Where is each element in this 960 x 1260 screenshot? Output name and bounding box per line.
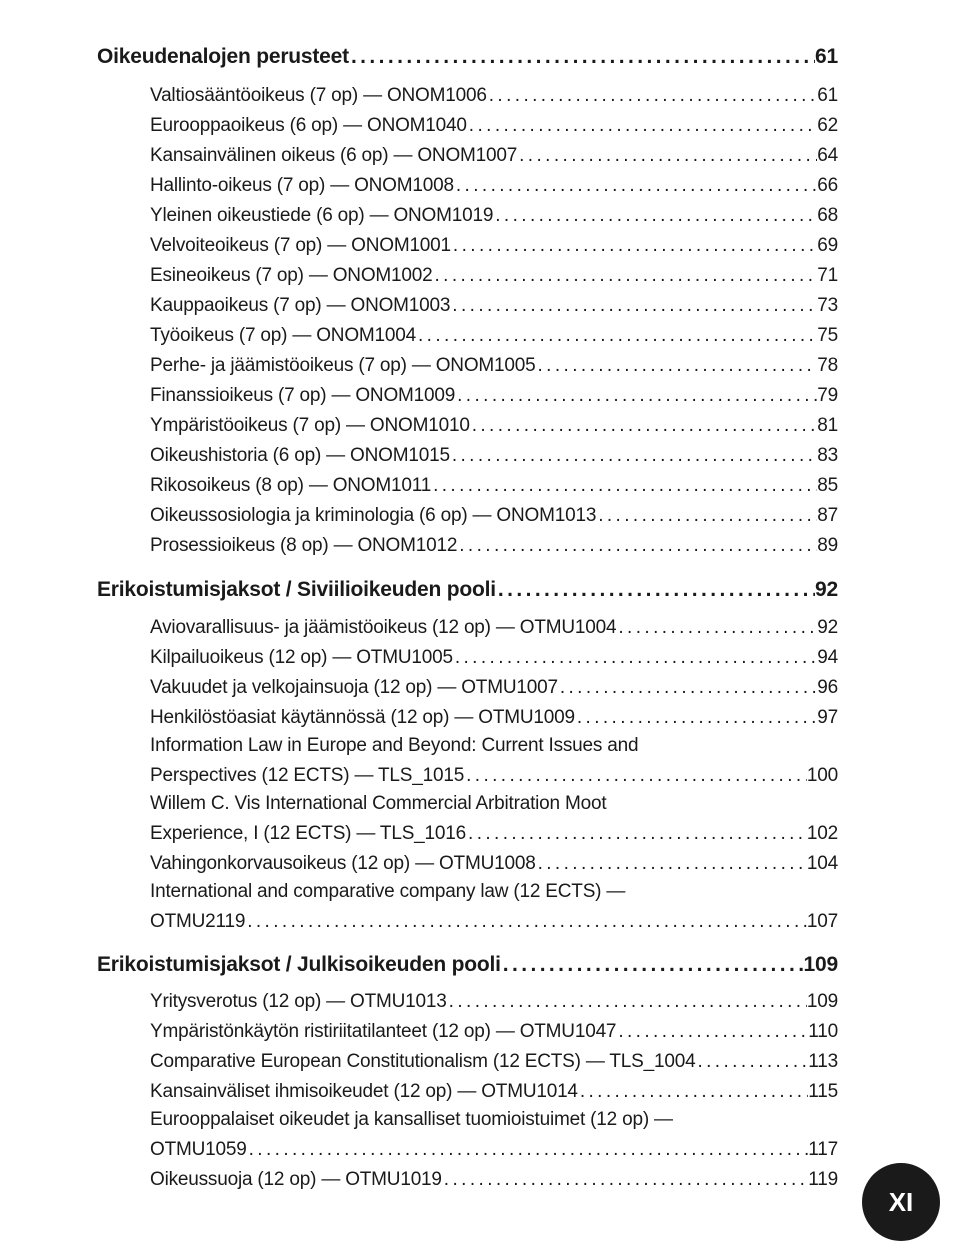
entry-page-number: 102: [806, 823, 838, 844]
entry-page-number: 100: [806, 765, 838, 786]
entry-title-line1: Willem C. Vis International Commercial Arbitration Moot: [150, 793, 607, 814]
entry-page-number: 64: [817, 145, 838, 166]
entry-page-number: 87: [817, 505, 838, 526]
entry-title: Rikosoikeus (8 op) — ONOM1011: [150, 475, 432, 496]
dot-leader: [431, 475, 817, 497]
entry-title: OTMU1059: [150, 1139, 247, 1160]
entry-page-number: 61: [817, 85, 838, 106]
toc-entry: [150, 1051, 838, 1073]
entry-page-number: 104: [806, 853, 838, 874]
entry-page-number: 71: [817, 265, 838, 286]
entry-title: Esineoikeus (7 op) — ONOM1002: [150, 265, 433, 286]
entry-title: Ympäristöoikeus (7 op) — ONOM1010: [150, 415, 470, 436]
entry-title: Perspectives (12 ECTS) — TLS_1015: [150, 765, 465, 786]
toc-entry: [150, 853, 838, 875]
toc-entry: [150, 235, 838, 257]
entry-title: Comparative European Constitutionalism (12 ECTS) — TLS_1004: [150, 1051, 696, 1072]
dot-leader: [695, 1051, 808, 1073]
entry-title: Henkilöstöasiat käytännössä (12 op) — OTMU1009: [150, 707, 575, 728]
dot-leader: [433, 265, 818, 287]
entry-title-line1: Eurooppalaiset oikeudet ja kansalliset tuomioistuimet (12 op) —: [150, 1109, 673, 1130]
entry-title: Yritysverotus (12 op) — OTMU1013: [150, 991, 447, 1012]
dot-leader: [536, 853, 807, 875]
entry-page-number: 92: [817, 617, 838, 638]
toc-entry: [150, 175, 838, 197]
entry-page-number: 109: [806, 991, 838, 1012]
dot-leader: [457, 535, 817, 557]
section-page-number: 109: [803, 953, 838, 976]
dot-leader: [470, 415, 818, 437]
dot-leader: [453, 647, 817, 669]
entry-title: Vahingonkorvausoikeus (12 op) — OTMU1008: [150, 853, 536, 874]
entry-title: Kauppaoikeus (7 op) — ONOM1003: [150, 295, 451, 316]
dot-leader: [455, 385, 817, 407]
entry-page-number: 97: [817, 707, 838, 728]
entry-page-number: 110: [808, 1021, 838, 1042]
section-title: Erikoistumisjaksot / Julkisoikeuden pooli: [97, 953, 501, 976]
toc-entry: [150, 707, 838, 729]
entry-page-number: 79: [817, 385, 838, 406]
section-title: Oikeudenalojen perusteet: [97, 45, 349, 68]
entry-title: Kansainväliset ihmisoikeudet (12 op) — OTMU1014: [150, 1081, 578, 1102]
entry-page-number: 113: [808, 1051, 838, 1072]
entry-title: Eurooppaoikeus (6 op) — ONOM1040: [150, 115, 467, 136]
dot-leader: [245, 911, 807, 933]
dot-leader: [496, 578, 815, 602]
toc-entry: [150, 265, 838, 287]
dot-leader: [616, 1021, 808, 1043]
toc-entry: [150, 205, 838, 227]
dot-leader: [578, 1081, 808, 1103]
toc-entry: [150, 911, 838, 933]
dot-leader: [616, 617, 817, 639]
entry-page-number: 85: [817, 475, 838, 496]
toc-entry: [150, 325, 838, 347]
dot-leader: [416, 325, 817, 347]
toc-entry: [150, 505, 838, 527]
entry-title: Hallinto-oikeus (7 op) — ONOM1008: [150, 175, 454, 196]
entry-page-number: 89: [817, 535, 838, 556]
dot-leader: [464, 765, 807, 787]
toc-entry: [150, 991, 838, 1013]
entry-page-number: 78: [817, 355, 838, 376]
section-title: Erikoistumisjaksot / Siviilioikeuden pooli: [97, 578, 496, 601]
toc-entry: [150, 647, 838, 669]
entry-title: Perhe- ja jäämistöoikeus (7 op) — ONOM1005: [150, 355, 536, 376]
entry-page-number: 62: [817, 115, 838, 136]
section-page-number: 92: [815, 578, 838, 601]
entry-page-number: 83: [817, 445, 838, 466]
entry-title: Kansainvälinen oikeus (6 op) — ONOM1007: [150, 145, 518, 166]
entry-title: Prosessioikeus (8 op) — ONOM1012: [150, 535, 458, 556]
dot-leader: [247, 1139, 809, 1161]
dot-leader: [558, 677, 817, 699]
entry-page-number: 73: [817, 295, 838, 316]
dot-leader: [536, 355, 818, 377]
toc-entry: [150, 1139, 838, 1161]
entry-page-number: 75: [817, 325, 838, 346]
entry-title: Oikeussosiologia ja kriminologia (6 op) — ONOM1013: [150, 505, 597, 526]
toc-entry: [150, 115, 838, 137]
entry-title: Valtiosääntöoikeus (7 op) — ONOM1006: [150, 85, 487, 106]
dot-leader: [517, 145, 817, 167]
dot-leader: [575, 707, 817, 729]
dot-leader: [493, 205, 817, 227]
page-number-badge: XI: [862, 1163, 940, 1241]
toc-entry: [150, 823, 838, 845]
entry-title: Oikeussuoja (12 op) — OTMU1019: [150, 1169, 442, 1190]
entry-title-line1: Information Law in Europe and Beyond: Current Issues and: [150, 735, 639, 756]
dot-leader: [451, 235, 817, 257]
entry-title: Yleinen oikeustiede (6 op) — ONOM1019: [150, 205, 494, 226]
toc-entry: [150, 535, 838, 557]
toc-entry: [150, 145, 838, 167]
toc-entry: [150, 617, 838, 639]
toc-entry: [150, 385, 838, 407]
entry-title-line1: International and comparative company law (12 ECTS) —: [150, 881, 626, 902]
entry-title: Ympäristönkäytön ristiriitatilanteet (12 op) — OTMU1047: [150, 1021, 617, 1042]
entry-page-number: 94: [817, 647, 838, 668]
dot-leader: [596, 505, 817, 527]
toc-section-heading: [97, 953, 838, 977]
entry-page-number: 119: [808, 1169, 838, 1190]
entry-title: Työoikeus (7 op) — ONOM1004: [150, 325, 416, 346]
entry-page-number: 96: [817, 677, 838, 698]
entry-page-number: 68: [817, 205, 838, 226]
section-page-number: 61: [815, 45, 838, 68]
entry-title: OTMU2119: [150, 911, 246, 932]
entry-title: Aviovarallisuus- ja jäämistöoikeus (12 op) — OTMU1004: [150, 617, 617, 638]
entry-page-number: 69: [817, 235, 838, 256]
toc-entry: [150, 295, 838, 317]
entry-page-number: 115: [808, 1081, 838, 1102]
toc-entry: [150, 445, 838, 467]
entry-page-number: 81: [817, 415, 838, 436]
toc-section-heading: [97, 578, 838, 602]
toc-entry: [150, 475, 838, 497]
toc-entry: [150, 1021, 838, 1043]
entry-page-number: 117: [808, 1139, 838, 1160]
toc-entry: [150, 85, 838, 107]
toc-entry: [150, 765, 838, 787]
toc-entry: [150, 1169, 838, 1191]
entry-page-number: 107: [806, 911, 838, 932]
entry-title: Finanssioikeus (7 op) — ONOM1009: [150, 385, 456, 406]
toc-entry: [150, 355, 838, 377]
dot-leader: [447, 991, 807, 1013]
toc-entry: [150, 1081, 838, 1103]
dot-leader: [450, 295, 817, 317]
entry-title: Kilpailuoikeus (12 op) — OTMU1005: [150, 647, 453, 668]
entry-title: Velvoiteoikeus (7 op) — ONOM1001: [150, 235, 451, 256]
toc-entry: [150, 415, 838, 437]
entry-title: Oikeushistoria (6 op) — ONOM1015: [150, 445, 450, 466]
dot-leader: [349, 45, 815, 69]
toc-section-heading: [97, 45, 838, 69]
dot-leader: [487, 85, 818, 107]
dot-leader: [454, 175, 817, 197]
dot-leader: [467, 115, 817, 137]
dot-leader: [442, 1169, 809, 1191]
entry-title: Experience, I (12 ECTS) — TLS_1016: [150, 823, 467, 844]
dot-leader: [501, 953, 804, 977]
toc-entry: [150, 677, 838, 699]
dot-leader: [450, 445, 817, 467]
entry-title: Vakuudet ja velkojainsuoja (12 op) — OTMU1007: [150, 677, 558, 698]
entry-page-number: 66: [817, 175, 838, 196]
dot-leader: [466, 823, 807, 845]
